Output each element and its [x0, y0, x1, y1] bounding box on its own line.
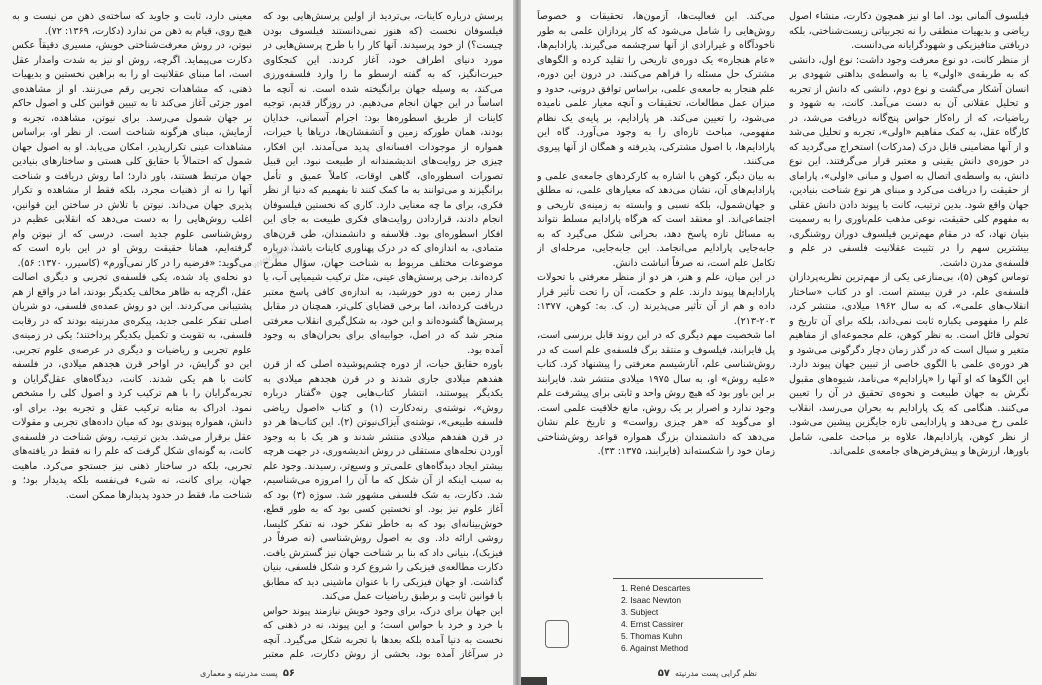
- right-page-footer-title: نظم گرایی پست مدرنیته: [675, 669, 757, 678]
- reference-item: 4. Ernst Cassirer: [621, 619, 684, 629]
- reference-item: 1. René Descartes: [621, 583, 691, 593]
- references-list: [621, 582, 690, 654]
- watermark: www.archi.ir: [250, 239, 299, 271]
- left-page-footer-title: پست مدرنیته و معماری: [200, 669, 278, 678]
- right-page-number: ۵۷: [657, 668, 670, 679]
- footer-corner-block: [521, 677, 547, 685]
- left-page-column-left-text: معینی دارد، ثابت و جاوید که ساخته‌ی ذهن من نیست و به هیچ روی، قیام به ذهن من ندارد (دکارت، ۱۳۶۹: ۷۲). نیوتن، در روش معرفت‌شناختی خویش، مسیری دقیقاً عکس دکارت می‌پیماید. اگرچه، روش او نیز به شدت وامدار عقل است، اما مبنای عقلانیت او را به براهین نخستین و بدیهیات ذهنی، که مشاهدات تجربی رقم می‌زنند. او از مشاهده‌ی امور جزئی آغاز می‌کند تا به تبیین قوانین کلی و اصول حاکم بر جهان شمول می‌رسد. برای نیوتن، مشاهده، تجربه و آزمایش، مبنای هرگونه شناخت است. از نظر او، براساس مشاهدات عینی تکرارپذیر، امکان می‌یابد. او به اصول جهان شمول که احتمالاً با حقایق کلی هستی و ساختارهای بنیادین جهان مرتبط هستند، باور دارد؛ اما روش دریافت و شناخت آنها را نه از ذهنیات مجرد، بلکه فقط از مشاهده و تکرار پذیری جهان می‌داند. نیوتن با تلاش در ساختن این قوانین، اغلب روش‌هایی را به دست می‌دهد که انقلابی عظیم در روش‌شناسی علوم جدید است. درسی که از نیوتن وام گرفته‌ایم، همانا حقیقت روش او در این باره است که می‌گوید: «فرضیه را در کار نمی‌آورم» (کاسیرر، ۱۳۷۰: ۵۶). دو نحله‌ی یاد شده، یکی فلسفه‌ی تجربی و دیگری اصالت عقل، اگرچه به ظاهر مخالف یکدیگر بودند، اما در واقع از هم پشتیبانی می‌کردند. این دو روش عمده‌ی فلسفی، دو شریان اصلی تفکر علمی جدید، پیکره‌ی مدرنیته بودند که در رقابت فلسفی، به تقویت و تکمیل یکدیگر پرداختند؛ یکی در زمینه‌ی علوم تجربی و ریاضیات و دیگری در عرصه‌ی علوم تجربی. این دو گرایش، در اواخر قرن هجدهم میلادی، در فلسفه کانت با هم یکی شدند. کانت، دیدگاه‌های عقل‌گرایان و تجربه‌گرایان را با هم ترکیب کرد و اصول کلی را مشخص نمود. ادراک به مثابه ترکیب عقل و تجربه بود. برای او، دانش، همواره پیوندی بود که میان داده‌های تجربی و مقولات عقل برقرار می‌شد. بدین ترتیب، روش شناخت در فلسفه‌ی کانت، به گونه‌ای شکل گرفت که علم را نه فقط در یافته‌های تجربی، بلکه در ساختار ذهنی نیز جستجو می‌کرد. ماهیت جهان، برای کانت، نه شیء فی‌نفسه بلکه پدیدار بود؛ و شناخت ما، فقط در حدود پدیدارها ممکن است.: [12, 11, 252, 501]
- left-page-column-right: [263, 10, 503, 662]
- right-page-footer-band: [521, 663, 1042, 685]
- reference-item: 3. Subject: [621, 607, 659, 617]
- reference-item: 2. Isaac Newton: [621, 595, 682, 605]
- right-page-column-right: [789, 10, 1029, 662]
- left-page-column-right-text: پرسش درباره کاینات، بی‌تردید از اولین پرسش‌هایی بود که فیلسوفان نخست (که هنوز نمی‌دانستند فیلسوف بودن چیست؟) از خود پرسیدند. آنها کار را با طرح پرسش‌هایی در مورد دنیای اطراف خود، آغاز کردند. این کنجکاوی حیرت‌انگیز، که به گفته ارسطو ما را وارد فلسفه‌ورزی می‌کند، به وسیله جهان برانگیخته شده است. نه آنچه ما اساساً در این جهان انجام می‌دهیم. در روزگار قدیم، توجیه کاینات از طریق اسطوره‌ها بود: اجرام آسمانی، خدایان بودند، همان طورکه زمین و آتشفشان‌ها، دریاها یا خیرات، همواره از موجودات افسانه‌ای پدید می‌آمدند. این افکار، چیزی جز روایت‌های اندیشمندانه از طبیعت نبود. این قبیل تصورات اسطوره‌ای، گاهی اوقات، کاملاً عمیق و تأمل برانگیزند و می‌توانند به ما کمک کنند تا بفهمیم که دنیا از نظر فکری، برای ما چه معنایی دارد. کاری که نخستین فیلسوفان انجام دادند، قراردادن روایت‌های فکری طبیعت به جای این افکار اسطوره‌ای بود. فلاسفه و دانشمندان، طی قرن‌های متمادی، به اندازه‌ای که در درک پهناوری کاینات باشد، درباره موضوعات مختلف مربوط به شناخت جهان، سؤال مطرح کرده‌اند. برخی پرسش‌های عینی، مثل ترکیب شیمیایی آب، یا مدار زمین به دور خورشید، به اندازه‌ی کافی پاسخ معتبر دریافت کرده‌اند، اما برخی قضایای کلی‌تر، همچنان در مقابل پرسش‌ها گشوده‌اند و این خود، به شکل‌گیری انقلاب معرفتی منجر شد که در اصل، جوابیه‌ای برای بحران‌های به وجود آمده بود. باوره حقایق حیات، از دوره چشم‌پوشیده اصلی که از قرن هفدهم میلادی جاری شدند و در قرن هجدهم میلادی به یکدیگر پیوستند، انتشار کتاب‌هایی چون «گفتار درباره روش»، نوشته‌ی رنه‌دکارت (۱) و کتاب «اصول ریاضی فلسفه طبیعی»، نوشته‌ی آیزاک‌نیوتن (۲). این کتاب‌ها هر دو در قرن هفدهم میلادی منتشر شدند و هر یک با به وجود آوردن نحله‌های مستقلی در روش اندیشه‌وری، در جهت هرچه بیشتر ایجاد دیدگاه‌های علمی‌تر و وسیع‌تر، رسیدند. وجود علم به سبب اینکه از آن شکل که ما آن را امروزه می‌شناسیم، شد. دکارت، به شک فلسفی مشهور شد. سوژه (۳) بود که آغاز علوم نیز بود. او نخستین کسی بود که به طور قطع، خوش‌بینانه‌ای بود که به خاطر تفکر خود، نه تفکر کلیسا، روشی ارائه داد. وی به اصول روش‌شناسی (نه صرفاً در فیزیک)، بنیانی داد که بنا بر شناخت جهان نیز گسترش یافت. دکارت مطالعه‌ی فیزیکی را شروع کرد و شکل فلسفی، بنیان گذاشت. او جهان فیزیکی را با عنوان ماشینی دید که مطابق با قوانین ثابت و برطبق ریاضیات عمل می‌کند. این جهان برای درک، برای وجود خویش نیازمند پیوند حواس با خرد و خرد با حواس است؛ و این پیوند، نه در ذهنی که نخست به دنیا آمده بلکه بعدها با تجربه شکل می‌گیرد. آنچه در سرآغاز آمده بود، بخشی از روش دکارت، علم معتبر: [263, 11, 503, 660]
- left-page-column-left: [12, 10, 252, 662]
- reference-item: 5. Thomas Kuhn: [621, 631, 683, 641]
- right-page-column-right-text: فیلسوف آلمانی بود. اما او نیز همچون دکارت، منشاء اصول ریاضی و بدیهیات منطقی را نه تجربیاتی زیست‌شناختی، بلکه دریافتی متافیزیکی و شهودگرایانه می‌دانست. از منظر کانت، دو نوع معرفت وجود داشت: نوع اول، دانشی که به طریقه‌ی «اولی» یا به واسطه‌ی بداهتی شهودی بر انسان آشکار می‌گشت و نوع دوم، دانشی که دانش از تجربه و تحلیل عقلانی آن به دست می‌آمد. کانت، به شهود و ریاضیات، که از راه‌کار حواس پنج‌گانه دریافت می‌شد، در کارگاه عقل، به کمک مفاهیم «اولی»، تجربه و تحلیل می‌شد و از آنها مضامینی قابل درک (مدرکات) استخراج می‌گردید که در حوزه‌ی دانش یقینی و معتبر قرار می‌گرفتند. این نوع دانش، به واسطه‌ی اتصال به اصول و مبانی «اولی»، پارامای از حقیقت را دریافت می‌کرد و مبنای هر نوع شناخت بنیادین، جهان واقع شود. بدین ترتیب، کانت با پیوند دادن دانش عقلی به مفهوم کلی حقیقت، نوعی مذهب علم‌باوری را به رسمیت بنیان نهاد، که در مقام مهم‌ترین فیلسوف دوران روشنگری، بیشترین سهم را در تثبیت عقلانیت فلسفی در علم و فلسفه‌ی مدرن داشت. توماس کوهن (۵)، بی‌منازعی یکی از مهم‌ترین نظریه‌پردازان فلسفه‌ی علم، در قرن بیستم است. او در کتاب «ساختار انقلاب‌های علمی»، که به سال ۱۹۶۲ میلادی، منتشر کرد، علم را مفهومی یکباره ثابت نمی‌داند، بلکه برای آن تاریخ و تحولی قائل است. به نظر کوهن، علم مجموعه‌ای از مفاهیم متغیر و سیال است که در گذر زمان دچار دگرگونی می‌شود و هر دوره‌ی علمی با الگوی خاصی از تبیین جهان پیوند دارد. این الگوها که او آنها را «پارادایم» می‌نامد، شیوه‌های مقبول نگرش به جهان طبیعت و نحوه‌ی تحقیق در آن را تعیین می‌کنند. هنگامی که یک پارادایم به بحران می‌رسد، انقلاب علمی رخ می‌دهد و پارادایمی تازه جایگزین پیشین می‌شود. از نظر کوهن، پارادایم‌ها، علاوه بر مباحث علمی، شامل باورها، ارزش‌ها و پیش‌فرض‌های جامعه‌ی علمی‌اند.: [789, 11, 1029, 457]
- left-page-number: ۵۶: [282, 668, 296, 679]
- right-page: [521, 0, 1042, 685]
- left-page-footer: [200, 663, 500, 685]
- right-page-column-left-text: می‌کند. این فعالیت‌ها، آزمون‌ها، تحقیقات و خصوصاً روش‌هایی را شامل می‌شود که کار پردازان علمی به طور ناخودآگاه و غیرارادی از آنها سرچشمه می‌گیرند. پارادایم‌ها، «عام هنجاره» یک دوره‌ی تاریخی را تقلید کرده و الگوهای مشترک حل مسئله را فراهم می‌کنند. در درون این دوره، علم هنجار به جامعه‌ی علمی، براساس توافق درونی، حدود و میزان عمل مطالعات، تحقیقات و آنچه معیار علمی نامیده می‌شود، را تعیین می‌کند. هر پارادایم، بر پایه‌ی یک نظام مفهومی، مباحث تازه‌ای را به وجود می‌آورد. گاه این پارادایم‌ها، با اصول مشترکی، پذیرفته و همگان از آنها پیروی می‌کنند. به بیان دیگر، کوهن با اشاره به کارکردهای جامعه‌ی علمی و پارادایم‌های آن، نشان می‌دهد که معیارهای علمی، نه مطلق و جهان‌شمول، بلکه نسبی و وابسته به زمینه‌ی تاریخی و اجتماعی‌اند. او معتقد است که هرگاه پارادایم مسلط نتواند به مسائل تازه پاسخ دهد، بحرانی شکل می‌گیرد که به جابه‌جایی پارادایم می‌انجامد. این جابه‌جایی، مرحله‌ای از تکامل علم است، نه صرفاً انباشت دانش. در این میان، علم و هنر، هر دو از منظر معرفتی با تحولات پارادایم‌ها پیوند دارند. علم و حکمت، آن را تحت تأثیر قرار داده و هم از آن تأثیر می‌پذیرند (ر. ک. به: کوهن، ۱۳۷۷: ۲۰۳-۲۱۳). اما شخصیت مهم دیگری که در این روند قابل بررسی است، پل فایرابند، فیلسوف و منتقد برگ فلسفه‌ی علم است که در روش‌شناسی علم، آنارشیسم معرفتی را پیشنهاد کرد. کتاب «علیه روش» او، به سال ۱۹۷۵ میلادی منتشر شد. فایرابند بر این باور بود که هیچ روش واحد و ثابتی برای پیشرفت علم وجود ندارد و اصرار بر یک روش، مانع خلاقیت علمی است. او می‌گوید که «هر چیزی رواست» و تاریخ علم نشان می‌دهد که دانشمندان بزرگ همواره قواعد روش‌شناختی زمان خود را شکسته‌اند (فایرابند، ۱۳۷۵: ۳۳).: [537, 11, 775, 457]
- reference-item: 6. Against Method: [621, 643, 689, 653]
- left-page: [0, 0, 514, 685]
- references-divider: [613, 578, 763, 579]
- right-page-column-left: [537, 10, 775, 572]
- publisher-stamp: [545, 620, 569, 648]
